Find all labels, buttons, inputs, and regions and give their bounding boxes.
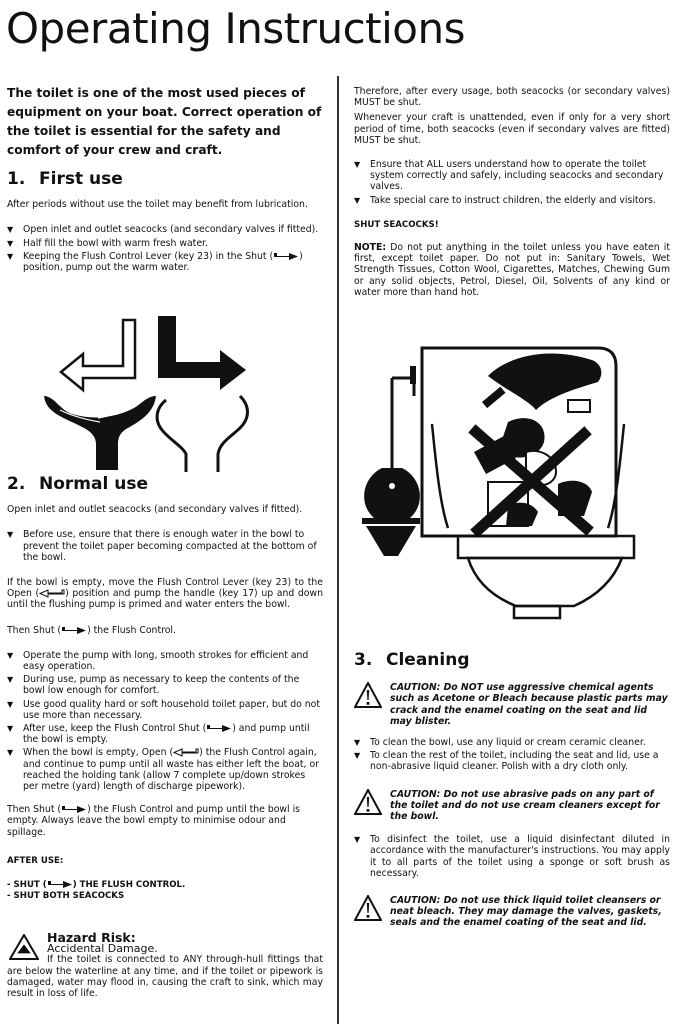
list-item: ▼ To disinfect the toilet, use a liquid disinfectant diluted in accordance with the manufacturer's instructions. You may apply it to all parts of the toilet using a sponge or soft brush as necessary. bbox=[354, 834, 670, 879]
list-item: ▼ Before use, ensure that there is enough water in the bowl to prevent the toilet paper becoming compacted at the bottom of the bowl. bbox=[7, 529, 323, 563]
section-1-heading bbox=[7, 169, 323, 189]
section-1-title: First use bbox=[39, 169, 123, 189]
caution-text: CAUTION: Do not use abrasive pads on any part of the toilet and do not use cream cleaners except for the bowl. bbox=[390, 788, 660, 823]
shut-arrow-icon bbox=[47, 880, 73, 889]
caution-warning-icon bbox=[354, 895, 382, 921]
para-text: ) THE FLUSH CONTROL. bbox=[72, 880, 186, 891]
list-item: ▼ Half fill the bowl with warm fresh water. bbox=[7, 238, 323, 249]
list-item-text: After use, keep the Flush Control Shut ( bbox=[23, 723, 207, 735]
section-2-list-a bbox=[7, 529, 323, 563]
column-divider bbox=[337, 76, 339, 1024]
hazard-title: Hazard Risk: bbox=[47, 930, 136, 945]
right-para-1: Therefore, after every usage, both seacocks (or secondary valves) MUST be shut. bbox=[354, 86, 670, 109]
list-item: ▼ Ensure that ALL users understand how to operate the toilet system correctly and safely, including seacocks and secondary valves. bbox=[354, 159, 670, 193]
caution-3 bbox=[354, 895, 670, 929]
caution-text: CAUTION: Do not use thick liquid toilet cleansers or neat bleach. They may damage the valves, gaskets, seals and the enamel coating of the seat and lid. bbox=[390, 895, 662, 929]
hazard-warning-icon bbox=[9, 934, 39, 960]
list-item: ▼ During use, pump as necessary to keep the contents of the bowl low enough for comfort. bbox=[7, 674, 323, 696]
para-text: ) position and pump the handle (key 17) up and down until the flushing pump is primed and water enters the bowl. bbox=[7, 588, 323, 611]
shut-arrow-icon bbox=[61, 626, 87, 635]
cleaning-list-b bbox=[354, 834, 670, 879]
intro-text: The toilet is one of the most used pieces of equipment on your boat. Correct operation of the toilet is essential for the safety and comfort of your crew and craft. bbox=[7, 86, 322, 157]
section-2-para-2 bbox=[7, 625, 323, 636]
section-2-number: 2. bbox=[7, 474, 26, 494]
list-item: ▼ Operate the pump with long, smooth strokes for efficient and easy operation. bbox=[7, 650, 323, 672]
para-text: If the bowl is empty, move the Flush Control Lever (key 23) to the Open ( bbox=[7, 577, 323, 600]
para-text: Then Shut ( bbox=[7, 624, 62, 636]
para-text: - SHUT ( bbox=[7, 880, 47, 891]
section-2-title: Normal use bbox=[39, 474, 148, 494]
section-2-para-1 bbox=[7, 577, 323, 611]
section-1-lead: After periods without use the toilet may benefit from lubrication. bbox=[7, 199, 308, 211]
para-text: ) the Flush Control. bbox=[87, 624, 176, 636]
list-item: ▼ Open inlet and outlet seacocks (and secondary valves if fitted). bbox=[7, 224, 323, 235]
list-item bbox=[7, 747, 323, 792]
caution-text: CAUTION: Do NOT use aggressive chemical agents such as Acetone or Bleach because plastic parts may crack and the enamel coating on the seat and lid may blister. bbox=[390, 682, 668, 727]
shut-arrow-icon bbox=[206, 724, 232, 733]
list-item: ▼ Use good quality hard or soft household toilet paper, but do not use more than necessary. bbox=[7, 699, 323, 721]
note-text: Do not put anything in the toilet unless you have eaten it first, except toilet paper. Do not put in: Sanitary Towels, Wet Strength Tissues, Cotton Wool, Cigarettes, Matches, Chewing Gum or any solid objects, Petrol, Diesel, Oil, Solvents of any kind or water more than hand hot. bbox=[354, 242, 670, 298]
section-1-list bbox=[7, 224, 323, 273]
list-item-text: ) and pump until the bowl is empty. bbox=[23, 723, 310, 746]
after-use-heading: AFTER USE: bbox=[7, 855, 64, 866]
list-item-text: ) position, pump out the warm water. bbox=[23, 250, 303, 274]
hazard-subtitle: Accidental Damage. bbox=[47, 942, 158, 956]
caution-warning-icon bbox=[354, 682, 382, 708]
list-item bbox=[7, 251, 323, 273]
hazard-block bbox=[7, 932, 323, 999]
page-title: Operating Instructions bbox=[6, 4, 465, 53]
list-item: ▼ To clean the bowl, use any liquid or cream ceramic cleaner. bbox=[354, 737, 670, 748]
right-column-top bbox=[354, 86, 670, 298]
right-list bbox=[354, 159, 670, 206]
list-item-text: Keeping the Flush Control Lever (key 23) in the Shut ( bbox=[23, 250, 274, 262]
section-3-title: Cleaning bbox=[386, 650, 470, 670]
para-text: ) the Flush Control and pump until the bowl is empty. Always leave the bowl empty to minimise odour and spillage. bbox=[7, 804, 301, 838]
caution-1 bbox=[354, 682, 670, 727]
left-column-normal-use bbox=[7, 474, 323, 902]
right-para-2: Whenever your craft is unattended, even if only for a very short period of time, both seacocks (even if secondary valves are fitted) MUST be shut. bbox=[354, 112, 670, 146]
section-2-para-3 bbox=[7, 804, 323, 838]
left-column-top bbox=[7, 84, 323, 275]
list-item-text: ) the Flush Control again, and continue to pump until all waste has either left the boat, or reached the holding tank (allow 7 complete up/down strokes per metre (yard) length of discharge pipework). bbox=[23, 747, 319, 793]
note-label: NOTE: bbox=[354, 242, 387, 254]
first-use-illustration bbox=[40, 312, 270, 474]
shut-arrow-icon bbox=[61, 805, 87, 814]
para-text: Then Shut ( bbox=[7, 804, 62, 816]
list-item: ▼ Take special care to instruct children, the elderly and visitors. bbox=[354, 195, 670, 206]
after-use-line-1 bbox=[7, 880, 323, 891]
list-item bbox=[7, 723, 323, 745]
section-1-number: 1. bbox=[7, 169, 26, 189]
open-arrow-icon bbox=[39, 589, 65, 598]
list-item-text: When the bowl is empty, Open ( bbox=[23, 747, 174, 759]
section-3-number: 3. bbox=[354, 650, 373, 670]
cleaning-list-a bbox=[354, 737, 670, 773]
after-use-line-2: - SHUT BOTH SEACOCKS bbox=[7, 891, 125, 902]
section-2-list-b bbox=[7, 650, 323, 792]
shut-seacocks-text: SHUT SEACOCKS! bbox=[354, 219, 439, 230]
toilet-items-illustration bbox=[358, 342, 674, 620]
caution-2 bbox=[354, 789, 670, 823]
list-item: ▼ To clean the rest of the toilet, including the seat and lid, use a non-abrasive liquid cleaner. Polish with a dry cloth only. bbox=[354, 750, 670, 772]
section-2-lead: Open inlet and outlet seacocks (and secondary valves if fitted). bbox=[7, 504, 303, 516]
section-3-heading bbox=[354, 650, 670, 670]
hazard-text: If the toilet is connected to ANY through-hull fittings that are below the waterline at any time, and if the toilet or pipework is damaged, water may flood in, causing the craft to sink, which may result in loss of life. bbox=[7, 954, 323, 1000]
note-paragraph bbox=[354, 242, 670, 298]
open-arrow-icon bbox=[173, 748, 199, 757]
caution-warning-icon bbox=[354, 789, 382, 815]
section-2-heading bbox=[7, 474, 323, 494]
right-column-cleaning bbox=[354, 650, 670, 929]
shut-arrow-icon bbox=[273, 252, 299, 261]
